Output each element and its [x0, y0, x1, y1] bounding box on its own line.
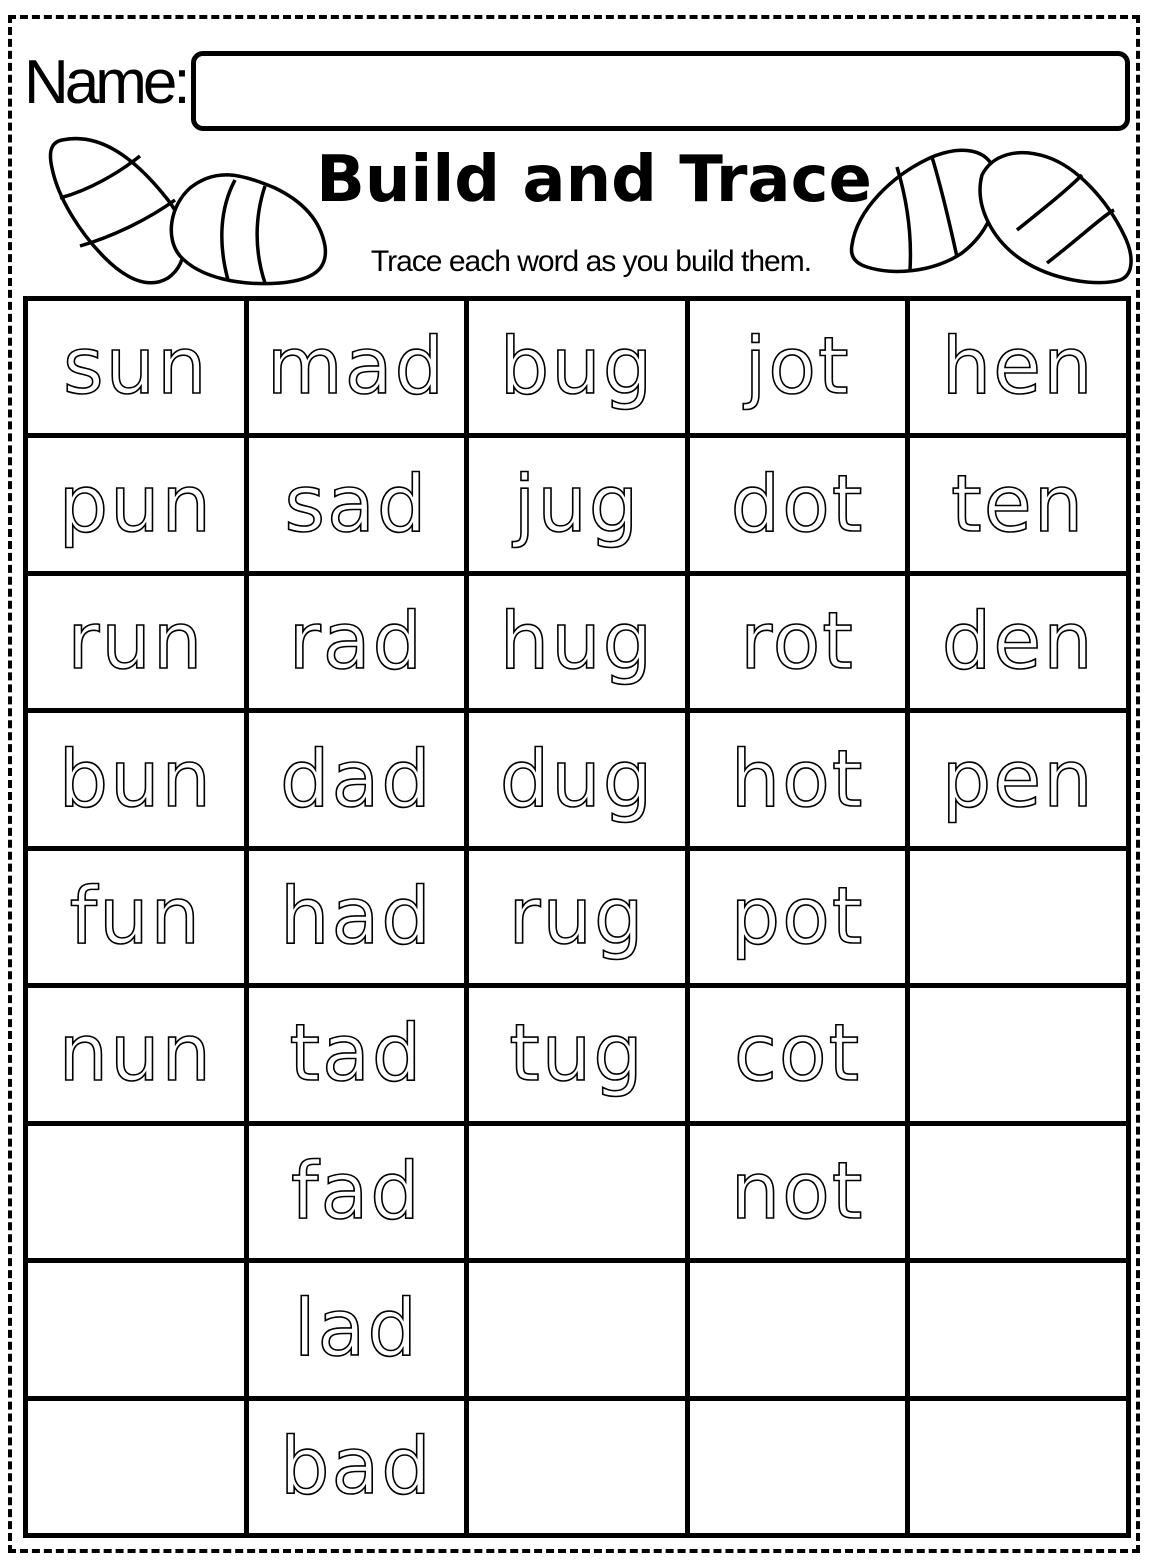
trace-word: pot [730, 871, 865, 962]
word-cell[interactable] [467, 711, 688, 848]
word-cell[interactable] [246, 986, 467, 1123]
trace-word: fad [291, 1146, 422, 1237]
table-row [26, 711, 1129, 848]
trace-word: pen [941, 734, 1095, 825]
word-cell[interactable] [26, 299, 247, 436]
word-cell[interactable] [687, 299, 908, 436]
word-cell[interactable] [467, 848, 688, 985]
word-cell[interactable] [246, 436, 467, 573]
table-row [26, 1398, 1129, 1536]
name-field[interactable] [191, 51, 1130, 131]
word-cell[interactable] [246, 1261, 467, 1398]
page-title: Build and Trace [316, 143, 872, 217]
word-cell[interactable] [467, 1398, 688, 1536]
trace-word: sun [63, 322, 209, 413]
word-cell[interactable] [687, 711, 908, 848]
word-cell[interactable] [908, 1261, 1129, 1398]
trace-word: nun [58, 1009, 213, 1100]
trace-word: sad [284, 459, 429, 550]
word-cell[interactable] [687, 1398, 908, 1536]
trace-word: den [941, 597, 1095, 688]
word-cell[interactable] [687, 1123, 908, 1260]
table-row [26, 848, 1129, 985]
trace-word: rot [740, 597, 855, 688]
trace-word: hen [941, 322, 1095, 413]
word-cell[interactable] [687, 848, 908, 985]
word-cell[interactable] [26, 986, 247, 1123]
trace-word: bad [279, 1421, 433, 1512]
word-cell[interactable] [26, 1123, 247, 1260]
trace-word: tad [289, 1009, 424, 1100]
trace-word: mad [266, 322, 447, 413]
word-cell[interactable] [467, 986, 688, 1123]
word-cell[interactable] [26, 573, 247, 710]
trace-word: jug [513, 459, 641, 550]
table-row [26, 299, 1129, 436]
word-cell[interactable] [246, 299, 467, 436]
word-cell[interactable] [467, 299, 688, 436]
word-cell[interactable] [908, 1123, 1129, 1260]
word-cell[interactable] [908, 299, 1129, 436]
word-cell[interactable] [687, 986, 908, 1123]
word-cell[interactable] [908, 711, 1129, 848]
word-cell[interactable] [26, 436, 247, 573]
trace-word: dad [279, 734, 433, 825]
table-row [26, 986, 1129, 1123]
word-cell[interactable] [26, 1261, 247, 1398]
word-cell[interactable] [246, 1123, 467, 1260]
instructions: Trace each word as you build them. [370, 245, 812, 278]
word-grid [23, 296, 1131, 1538]
name-label: Name: [24, 48, 187, 117]
trace-word: not [730, 1146, 865, 1237]
word-cell[interactable] [687, 436, 908, 573]
word-cell[interactable] [908, 986, 1129, 1123]
word-cell[interactable] [467, 436, 688, 573]
trace-word: lad [293, 1284, 419, 1375]
table-row [26, 436, 1129, 573]
trace-word: jot [744, 322, 851, 413]
word-cell[interactable] [26, 1398, 247, 1536]
trace-word: bug [499, 322, 655, 413]
trace-word: hug [499, 597, 655, 688]
trace-word: dug [499, 734, 655, 825]
trace-word: had [280, 871, 433, 962]
word-cell[interactable] [26, 711, 247, 848]
table-row [26, 1261, 1129, 1398]
table-row [26, 573, 1129, 710]
word-cell[interactable] [908, 436, 1129, 573]
word-cell[interactable] [467, 1123, 688, 1260]
word-cell[interactable] [467, 1261, 688, 1398]
word-cell[interactable] [908, 573, 1129, 710]
word-cell[interactable] [246, 573, 467, 710]
word-cell[interactable] [687, 573, 908, 710]
trace-word: rad [288, 597, 425, 688]
trace-word: dot [730, 459, 865, 550]
word-cell[interactable] [26, 848, 247, 985]
trace-word: ten [951, 459, 1086, 550]
trace-word: hot [730, 734, 865, 825]
word-cell[interactable] [908, 848, 1129, 985]
trace-word: tug [509, 1009, 645, 1100]
word-cell[interactable] [246, 848, 467, 985]
trace-word: cot [733, 1009, 862, 1100]
word-cell[interactable] [246, 1398, 467, 1536]
word-cell[interactable] [687, 1261, 908, 1398]
trace-word: run [67, 597, 205, 688]
word-cell[interactable] [908, 1398, 1129, 1536]
word-cell[interactable] [467, 573, 688, 710]
trace-word: pun [58, 459, 213, 550]
trace-word: rug [508, 871, 646, 962]
trace-word: fun [69, 871, 202, 962]
trace-word: bun [58, 734, 213, 825]
table-row [26, 1123, 1129, 1260]
word-cell[interactable] [246, 711, 467, 848]
